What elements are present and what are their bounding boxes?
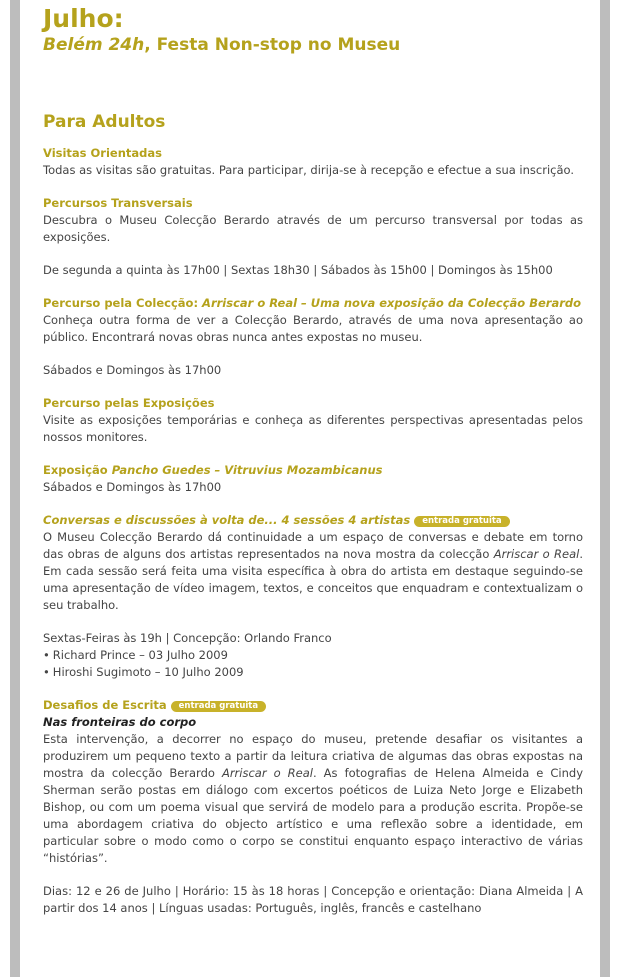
- item-text-visitas: Todas as visitas são gratuitas. Para participar, dirija-se à recepção e efectue a sua inscrição.: [43, 163, 575, 177]
- item-title-exposicoes: Percurso pelas Exposições: [43, 396, 215, 410]
- event-title: [43, 34, 583, 56]
- item-details-desafios: Dias: 12 e 26 de Julho | Horário: 15 às 18 horas | Concepção e orientação: Diana Almeida | A partir dos 14 anos | Línguas usadas: Português, inglês, francês e castelhano: [43, 884, 583, 915]
- item-text-colecao: Conheça outra forma de ver a Colecção Berardo, através de uma nova apresentação ao público. Encontrará novas obras nunca antes expostas no museu.: [43, 313, 583, 344]
- section-title: Para Adultos: [43, 112, 166, 132]
- event-title-rest: , Festa Non-stop no Museu: [144, 35, 401, 55]
- item-text-transversais: Descubra o Museu Colecção Berardo através de um percurso transversal por todas as exposições.: [43, 213, 583, 244]
- item-title-colecao-italic: Arriscar o Real – Uma nova exposição da Colecção Berardo: [202, 296, 582, 310]
- item-schedule-exposicao: Sábados e Domingos às 17h00: [43, 480, 222, 494]
- item-desafios: [43, 697, 583, 917]
- item-title-colecao: [43, 295, 583, 312]
- item-title-exposicao: [43, 462, 583, 479]
- right-frame-border: [600, 0, 610, 977]
- item-text-conversas: O Museu Colecção Berardo dá continuidade a um espaço de conversas e debate em torno das obras de alguns dos artistas representados na nova mostra da colecção Arriscar o Real. Em cada sessão será feita uma visita específica à obra do artista em destaque seguindo-se uma apresentação de vídeo imagem, textos, e conceitos que enquadram e contextualizam o seu trabalho.: [43, 530, 584, 612]
- item-title-colecao-prefix: Percurso pela Colecção:: [43, 296, 203, 310]
- item-title-conversas: [43, 512, 583, 529]
- list-item: • Hiroshi Sugimoto – 10 Julho 2009: [43, 665, 244, 679]
- item-schedule-colecao: Sábados e Domingos às 17h00: [43, 363, 222, 377]
- item-text-exposicoes: Visite as exposições temporárias e conheça as diferentes perspectivas apresentadas pelos nossos monitores.: [43, 413, 583, 444]
- list-item: • Richard Prince – 03 Julho 2009: [43, 648, 228, 662]
- item-subtitle-desafios: Nas fronteiras do corpo: [43, 715, 197, 729]
- item-title-exposicao-italic: Pancho Guedes – Vitruvius Mozambicanus: [111, 463, 383, 477]
- item-title-visitas: Visitas Orientadas: [43, 146, 163, 160]
- item-colecao: [43, 295, 583, 379]
- item-exposicao: [43, 462, 583, 496]
- item-title-transversais: Percursos Transversais: [43, 196, 193, 210]
- item-exposicoes: [43, 395, 583, 446]
- event-title-italic: Belém 24h: [43, 35, 145, 55]
- item-schedule-transversais: De segunda a quinta às 17h00 | Sextas 18h30 | Sábados às 15h00 | Domingos às 15h00: [43, 263, 553, 277]
- item-schedule-conversas: Sextas-Feiras às 19h | Concepção: Orlando Franco: [43, 631, 332, 645]
- item-visitas: [43, 145, 583, 179]
- free-entry-badge: entrada gratuita: [171, 701, 266, 712]
- item-transversais: [43, 195, 583, 279]
- item-title-desafios-text: Desafios de Escrita: [43, 698, 167, 712]
- item-text-desafios: Esta intervenção, a decorrer no espaço do museu, pretende desafiar os visitantes a produzirem um pequeno texto a partir da leitura criativa de algumas das obras expostas na mostra da colecção Berardo Arriscar o Real. As fotografias de Helena Almeida e Cindy Sherman serão postas em diálogo com excertos poéticos de Luiza Neto Jorge e Elizabeth Bishop, ou com um poema visual que servirá de modelo para a produção escrita. Propõe-se uma abordagem criativa do objecto artístico e uma reflexão sobre a identidade, em particular sobre o modo como o corpo se constitui enquanto espaço interactivo de várias “histórias”.: [43, 732, 583, 865]
- item-conversas: [43, 512, 583, 681]
- free-entry-badge: entrada gratuita: [414, 516, 509, 527]
- item-title-desafios: [43, 697, 583, 714]
- item-title-exposicao-prefix: Exposição: [43, 463, 112, 477]
- item-title-conversas-text: Conversas e discussões à volta de... 4 sessões 4 artistas: [43, 513, 411, 527]
- left-frame-border: [10, 0, 20, 977]
- month-heading: Julho:: [43, 4, 124, 33]
- page-content: [43, 4, 583, 933]
